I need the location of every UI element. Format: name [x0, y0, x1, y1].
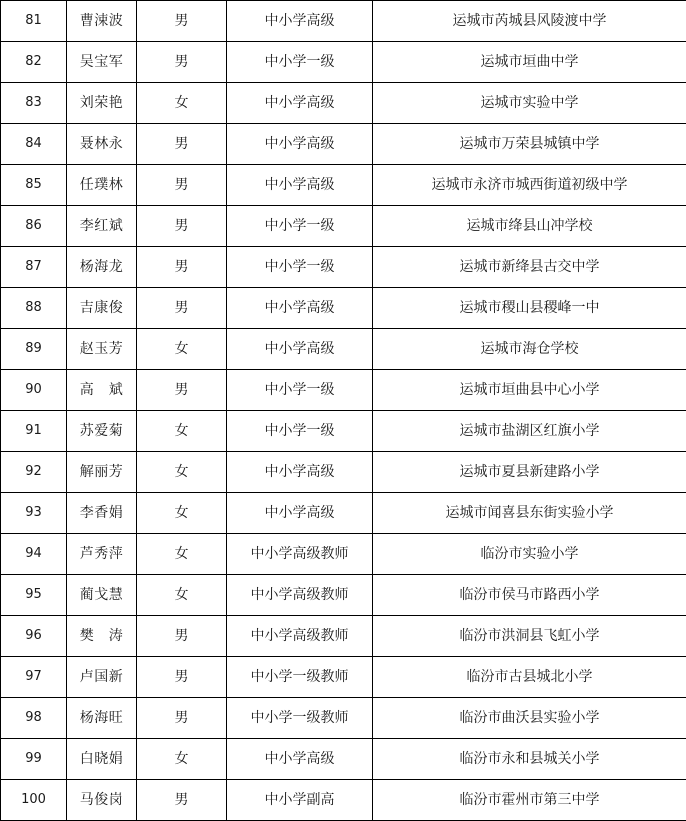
- cell-number: 91: [1, 411, 67, 452]
- cell-number: 97: [1, 657, 67, 698]
- table-row: [1, 534, 686, 575]
- cell-school: 运城市稷山县稷峰一中: [373, 288, 686, 329]
- cell-number: 82: [1, 42, 67, 83]
- cell-title: 中小学一级: [227, 206, 373, 247]
- cell-school: 运城市闻喜县东街实验小学: [373, 493, 686, 534]
- table-row: [1, 493, 686, 534]
- cell-name: 赵玉芳: [67, 329, 137, 370]
- cell-number: 87: [1, 247, 67, 288]
- cell-number: 85: [1, 165, 67, 206]
- cell-number: 94: [1, 534, 67, 575]
- cell-school: 临汾市霍州市第三中学: [373, 780, 686, 821]
- cell-name: 卢国新: [67, 657, 137, 698]
- cell-school: 临汾市永和县城关小学: [373, 739, 686, 780]
- table-row: [1, 42, 686, 83]
- cell-number: 81: [1, 1, 67, 42]
- cell-number: 99: [1, 739, 67, 780]
- cell-gender: 男: [137, 206, 227, 247]
- table-row: [1, 165, 686, 206]
- table-row: [1, 780, 686, 821]
- cell-number: 96: [1, 616, 67, 657]
- cell-title: 中小学高级教师: [227, 575, 373, 616]
- cell-gender: 女: [137, 411, 227, 452]
- cell-title: 中小学高级: [227, 124, 373, 165]
- cell-name: 解丽芳: [67, 452, 137, 493]
- cell-name: 任璞林: [67, 165, 137, 206]
- cell-school: 运城市永济市城西街道初级中学: [373, 165, 686, 206]
- cell-title: 中小学一级: [227, 42, 373, 83]
- cell-school: 运城市万荣县城镇中学: [373, 124, 686, 165]
- cell-gender: 男: [137, 124, 227, 165]
- cell-name: 马俊岗: [67, 780, 137, 821]
- cell-gender: 女: [137, 534, 227, 575]
- cell-name: 杨海旺: [67, 698, 137, 739]
- cell-number: 83: [1, 83, 67, 124]
- cell-number: 93: [1, 493, 67, 534]
- cell-school: 运城市垣曲中学: [373, 42, 686, 83]
- table-row: [1, 83, 686, 124]
- cell-gender: 女: [137, 452, 227, 493]
- cell-gender: 男: [137, 165, 227, 206]
- cell-number: 84: [1, 124, 67, 165]
- cell-title: 中小学一级: [227, 411, 373, 452]
- table-row: [1, 329, 686, 370]
- cell-gender: 男: [137, 288, 227, 329]
- cell-name: 芦秀萍: [67, 534, 137, 575]
- cell-title: 中小学高级: [227, 83, 373, 124]
- cell-gender: 男: [137, 247, 227, 288]
- cell-name: 李红斌: [67, 206, 137, 247]
- cell-title: 中小学高级: [227, 452, 373, 493]
- cell-name: 樊 涛: [67, 616, 137, 657]
- cell-number: 90: [1, 370, 67, 411]
- cell-title: 中小学高级: [227, 329, 373, 370]
- cell-number: 100: [1, 780, 67, 821]
- cell-title: 中小学高级: [227, 493, 373, 534]
- cell-number: 98: [1, 698, 67, 739]
- cell-school: 运城市夏县新建路小学: [373, 452, 686, 493]
- cell-school: 临汾市侯马市路西小学: [373, 575, 686, 616]
- table-row: [1, 616, 686, 657]
- cell-gender: 男: [137, 780, 227, 821]
- cell-number: 92: [1, 452, 67, 493]
- table-row: [1, 411, 686, 452]
- cell-title: 中小学高级: [227, 1, 373, 42]
- table-row: [1, 739, 686, 780]
- cell-title: 中小学一级教师: [227, 657, 373, 698]
- cell-gender: 男: [137, 657, 227, 698]
- table-row: [1, 124, 686, 165]
- cell-name: 苏爱菊: [67, 411, 137, 452]
- cell-school: 运城市盐湖区红旗小学: [373, 411, 686, 452]
- table-row: [1, 452, 686, 493]
- table-row: [1, 1, 686, 42]
- cell-gender: 男: [137, 1, 227, 42]
- cell-gender: 女: [137, 493, 227, 534]
- cell-gender: 男: [137, 42, 227, 83]
- table-row: [1, 247, 686, 288]
- cell-title: 中小学一级: [227, 247, 373, 288]
- cell-school: 临汾市实验小学: [373, 534, 686, 575]
- cell-title: 中小学高级教师: [227, 534, 373, 575]
- cell-title: 中小学高级: [227, 165, 373, 206]
- cell-title: 中小学高级: [227, 288, 373, 329]
- cell-school: 运城市绛县山冲学校: [373, 206, 686, 247]
- cell-gender: 女: [137, 329, 227, 370]
- cell-gender: 女: [137, 739, 227, 780]
- cell-gender: 男: [137, 616, 227, 657]
- roster-table-body: [1, 0, 686, 821]
- cell-gender: 男: [137, 370, 227, 411]
- cell-school: 运城市新绛县古交中学: [373, 247, 686, 288]
- cell-school: 临汾市曲沃县实验小学: [373, 698, 686, 739]
- cell-name: 刘荣艳: [67, 83, 137, 124]
- cell-school: 运城市芮城县风陵渡中学: [373, 1, 686, 42]
- cell-title: 中小学副高: [227, 780, 373, 821]
- cell-title: 中小学一级教师: [227, 698, 373, 739]
- cell-school: 临汾市古县城北小学: [373, 657, 686, 698]
- table-row: [1, 657, 686, 698]
- cell-name: 吴宝军: [67, 42, 137, 83]
- cell-number: 89: [1, 329, 67, 370]
- cell-number: 88: [1, 288, 67, 329]
- table-row: [1, 206, 686, 247]
- cell-title: 中小学一级: [227, 370, 373, 411]
- cell-name: 吉康俊: [67, 288, 137, 329]
- cell-gender: 女: [137, 575, 227, 616]
- cell-name: 蔺戈慧: [67, 575, 137, 616]
- cell-name: 白晓娟: [67, 739, 137, 780]
- cell-name: 杨海龙: [67, 247, 137, 288]
- cell-title: 中小学高级: [227, 739, 373, 780]
- table-row: [1, 370, 686, 411]
- cell-gender: 女: [137, 83, 227, 124]
- cell-name: 李香娟: [67, 493, 137, 534]
- cell-school: 运城市实验中学: [373, 83, 686, 124]
- table-row: [1, 698, 686, 739]
- cell-name: 高 斌: [67, 370, 137, 411]
- cell-school: 运城市海仓学校: [373, 329, 686, 370]
- cell-gender: 男: [137, 698, 227, 739]
- cell-number: 86: [1, 206, 67, 247]
- cell-title: 中小学高级教师: [227, 616, 373, 657]
- cell-school: 运城市垣曲县中心小学: [373, 370, 686, 411]
- table-row: [1, 288, 686, 329]
- cell-number: 95: [1, 575, 67, 616]
- cell-name: 聂林永: [67, 124, 137, 165]
- table-row: [1, 575, 686, 616]
- cell-name: 曹涑波: [67, 1, 137, 42]
- cell-school: 临汾市洪洞县飞虹小学: [373, 616, 686, 657]
